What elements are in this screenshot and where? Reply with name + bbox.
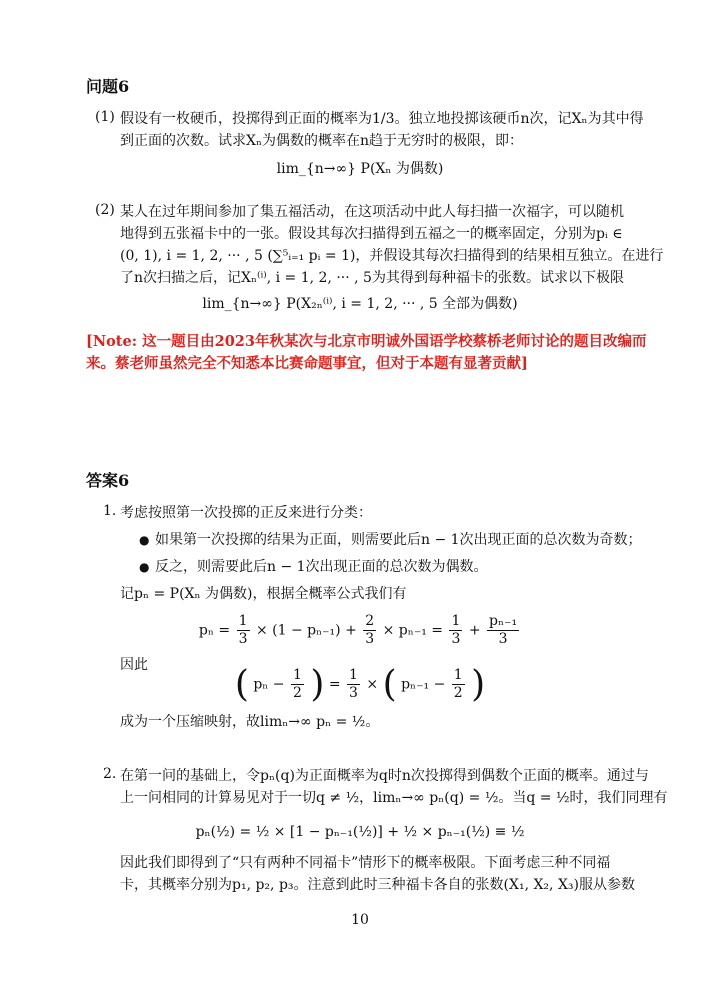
answer-heading: 答案6 — [86, 471, 130, 490]
note-line-2: 来。蔡老师虽然完全不知悉本比赛命题事宜，但对于本题有显著贡献] — [86, 355, 528, 372]
answer-item1-eq2: ( pₙ − $\frac{1}{2}$ ) = $\frac{1}{3}$ × ( pₙ₋₁ − $\frac{1}{2}$ ) — [234, 664, 486, 705]
question-heading: 问题6 — [86, 77, 130, 96]
part2-formula: lim_{n→∞} P(X₂ₙ⁽ⁱ⁾, i = 1, 2, ··· , 5 全部为偶数) — [202, 296, 518, 312]
part1-number: (1) — [95, 109, 115, 125]
part1-formula: lim_{n→∞} P(Xₙ 为偶数) — [276, 161, 444, 177]
answer-item2-number: 2. — [103, 766, 117, 782]
part2-line-4: 了n次扫描之后，记Xₙ⁽ⁱ⁾, i = 1, 2, ··· , 5为其得到每种福卡的张数。试求以下极限 — [120, 270, 624, 286]
part2-line-2: 地得到五张福卡中的一张。假设其每次扫描得到五福之一的概率固定，分别为pᵢ ∈ — [120, 226, 623, 242]
part1-line-2: 到正面的次数。试求Xₙ为偶数的概率在n趋于无穷时的极限，即： — [120, 133, 524, 149]
part1-line-1: 假设有一枚硬币，投掷得到正面的概率为1/3。独立地投掷该硬币n次，记Xₙ为其中得 — [120, 111, 644, 127]
answer-item2-eq: pₙ(½) = ½ × [1 − pₙ₋₁(½)] + ½ × pₙ₋₁(½) ≡ ½ — [195, 824, 525, 840]
answer-item1-bullet-2: 反之，则需要此后n − 1次出现正面的总次数为偶数。 — [155, 559, 488, 575]
answer-item2-after-1: 因此我们即得到了“只有两种不同福卡”情形下的概率极限。下面考虑三种不同福 — [120, 855, 611, 871]
answer-item1-intro: 考虑按照第一次投掷的正反来进行分类： — [120, 505, 372, 521]
part2-number: (2) — [95, 202, 115, 218]
bullet-dot-1: ● — [139, 533, 150, 547]
answer-item1-bullet-1: 如果第一次投掷的结果为正面，则需要此后n − 1次出现正面的总次数为奇数； — [155, 532, 642, 548]
answer-item2-line-1: 在第一问的基础上，令pₙ(q)为正面概率为q时n次投掷得到偶数个正面的概率。通过与 — [120, 768, 649, 784]
answer-item1-define: 记pₙ = P(Xₙ 为偶数)，根据全概率公式我们有 — [120, 586, 407, 602]
answer-item1-eq1: pₙ = $\frac{1}{3}$ × (1 − pₙ₋₁) + $\frac{2}{3}$ × pₙ₋₁ = $\frac{1}{3}$ + $\frac{\text{pₙ₋₁}}{3}$ — [198, 613, 518, 647]
answer-item1-conclusion: 成为一个压缩映射，故limₙ→∞ pₙ = ½。 — [120, 714, 380, 730]
answer-item2-after-2: 卡，其概率分别为p₁, p₂, p₃。注意到此时三种福卡各自的张数(X₁, X₂, X₃)服从参数 — [120, 877, 635, 893]
answer-item1-therefore: 因此 — [120, 657, 148, 673]
part2-line-3: (0, 1), i = 1, 2, ··· , 5 (∑⁵ᵢ₌₁ pᵢ = 1)，并假设其每次扫描得到的结果相互独立。在进行 — [120, 248, 664, 264]
part2-line-1: 某人在过年期间参加了集五福活动，在这项活动中此人每扫描一次福字，可以随机 — [120, 204, 624, 220]
note-line-1: [Note: 这一题目由2023年秋某次与北京市明诚外国语学校蔡桥老师讨论的题目改编而 — [86, 333, 647, 350]
page-number: 10 — [351, 912, 369, 928]
answer-item1-number: 1. — [103, 503, 117, 519]
answer-item2-line-2: 上一问相同的计算易见对于一切q ≠ ½，limₙ→∞ pₙ(q) = ½。当q = ½时，我们同理有 — [120, 790, 668, 806]
bullet-dot-2: ● — [139, 560, 150, 574]
